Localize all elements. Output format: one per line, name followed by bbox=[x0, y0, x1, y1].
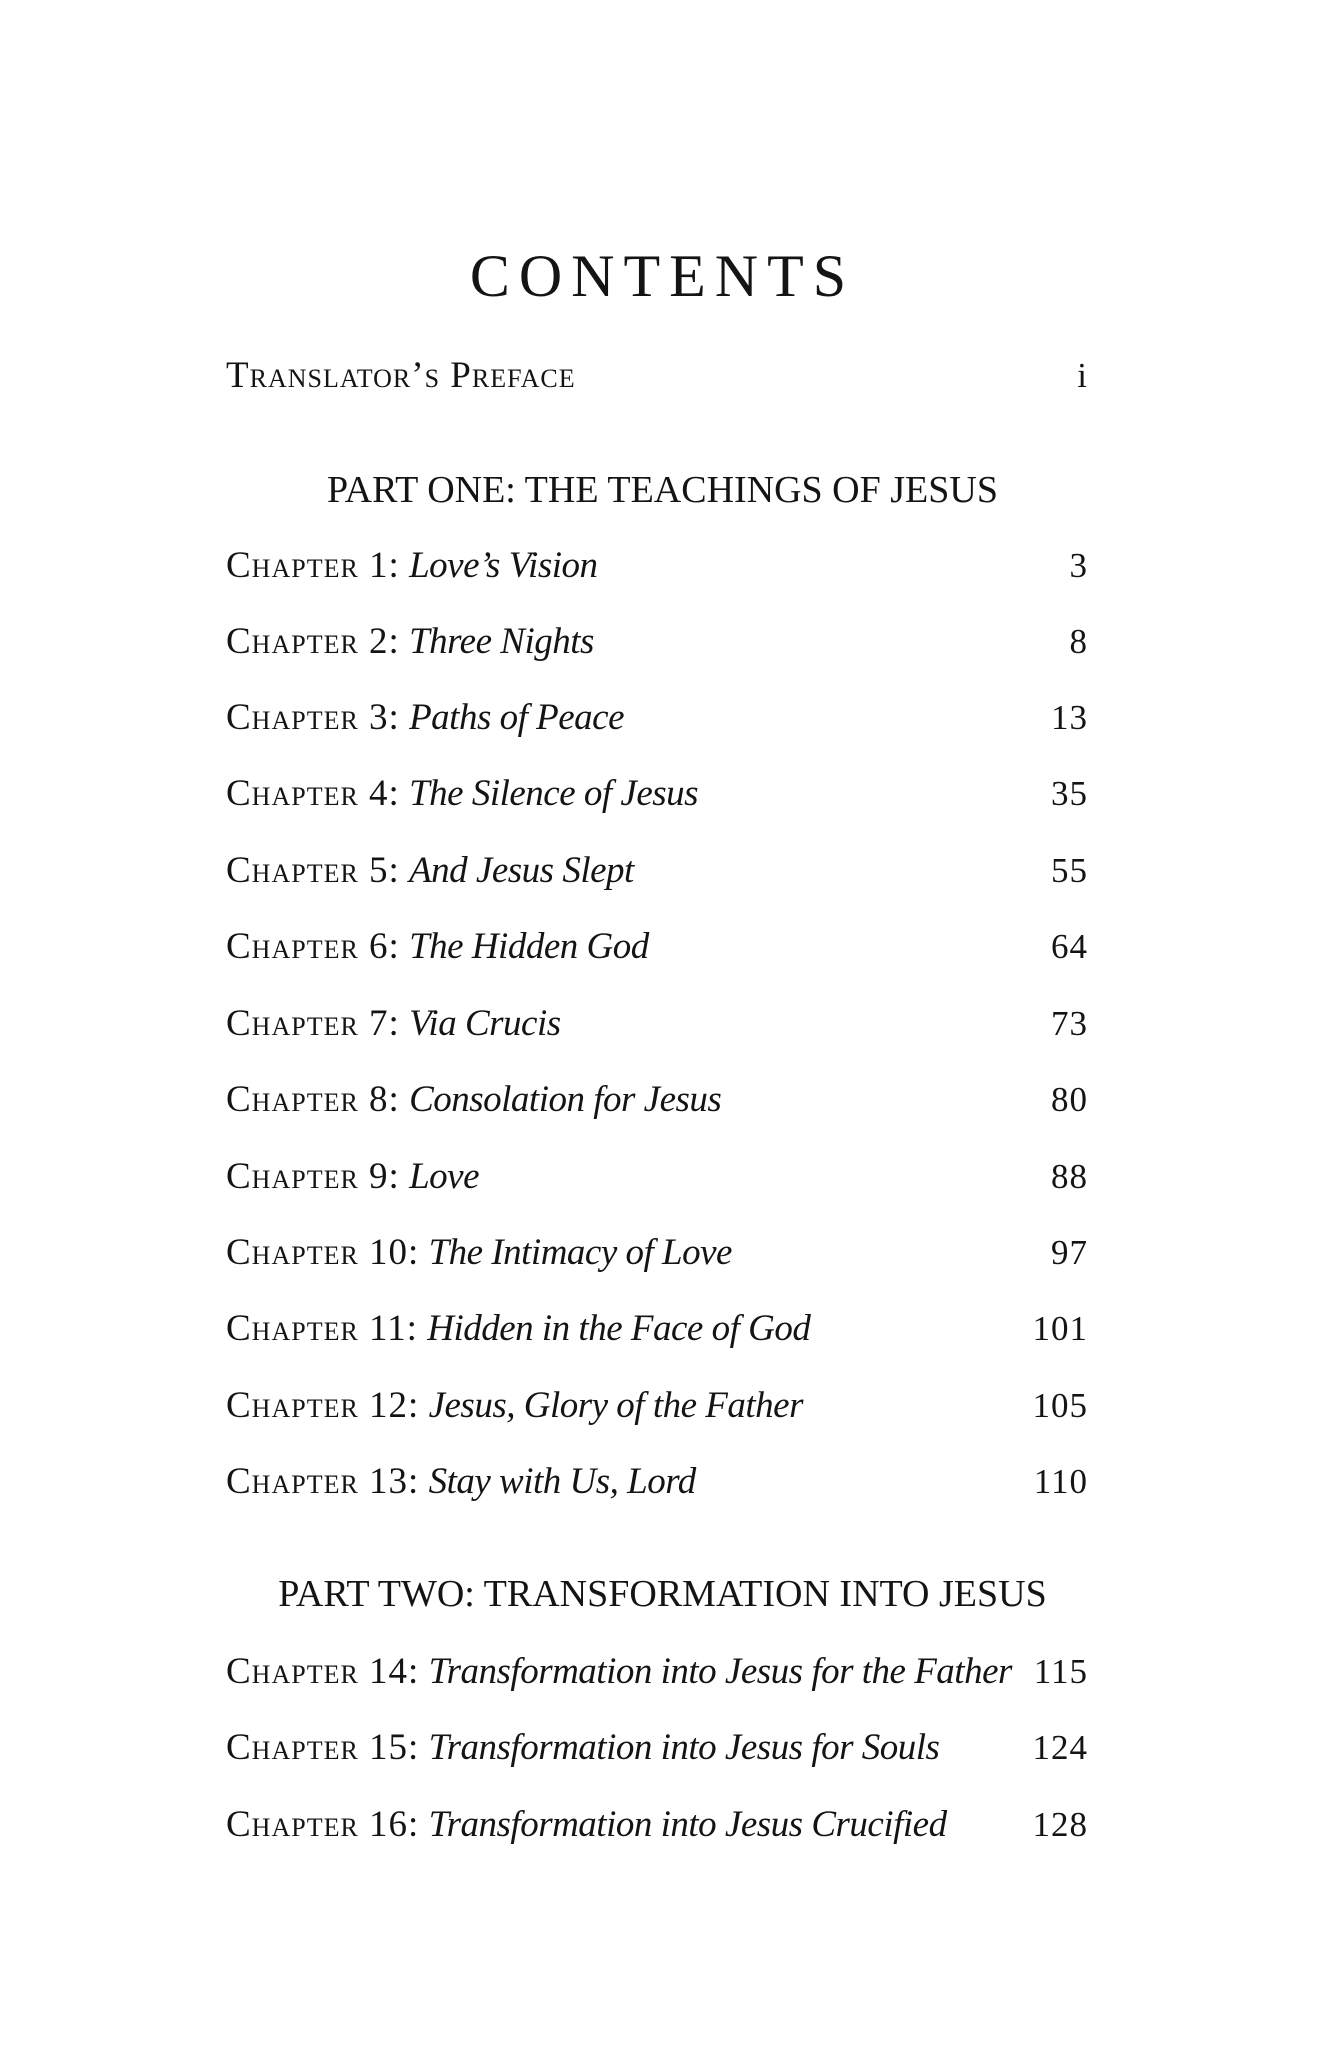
toc-entry bbox=[226, 1454, 1088, 1510]
toc-entry bbox=[226, 1720, 1088, 1776]
chapter-prefix: Chapter 11: bbox=[226, 1308, 418, 1349]
chapter-prefix: Chapter 14: bbox=[226, 1651, 420, 1692]
toc-entry bbox=[226, 614, 1088, 670]
chapter-prefix: Chapter 2: bbox=[226, 621, 400, 662]
chapter-page-number: 73 bbox=[1051, 1004, 1088, 1043]
chapter-title: Transformation into Jesus Crucified bbox=[428, 1804, 947, 1845]
chapter-title: Transformation into Jesus for Souls bbox=[428, 1727, 940, 1768]
chapter-page-number: 64 bbox=[1051, 927, 1088, 966]
toc-entry bbox=[226, 1797, 1088, 1853]
preface-label: Translator’s Preface bbox=[226, 355, 576, 396]
toc-entry bbox=[226, 766, 1088, 822]
chapter-page-number: 101 bbox=[1032, 1309, 1088, 1348]
part-two-heading: PART TWO: TRANSFORMATION INTO JESUS bbox=[278, 1573, 1047, 1615]
toc-entry bbox=[226, 1225, 1088, 1281]
toc-entry-preface bbox=[226, 348, 1088, 404]
preface-page-number: i bbox=[1077, 356, 1088, 395]
chapter-title: The Intimacy of Love bbox=[428, 1232, 732, 1273]
chapter-page-number: 115 bbox=[1033, 1652, 1088, 1691]
chapter-prefix: Chapter 8: bbox=[226, 1079, 400, 1120]
chapter-page-number: 97 bbox=[1051, 1233, 1088, 1272]
chapter-title: The Hidden God bbox=[409, 926, 649, 967]
chapter-prefix: Chapter 15: bbox=[226, 1727, 420, 1768]
toc-entry bbox=[226, 843, 1088, 899]
chapter-title: Jesus, Glory of the Father bbox=[428, 1385, 803, 1426]
toc-entry bbox=[226, 1644, 1088, 1700]
chapter-title: Three Nights bbox=[409, 621, 594, 662]
chapter-prefix: Chapter 5: bbox=[226, 850, 400, 891]
chapter-title: Stay with Us, Lord bbox=[428, 1461, 696, 1502]
chapter-title: The Silence of Jesus bbox=[409, 773, 699, 814]
chapter-prefix: Chapter 6: bbox=[226, 926, 400, 967]
chapter-title: Via Crucis bbox=[409, 1003, 561, 1044]
chapter-prefix: Chapter 9: bbox=[226, 1156, 400, 1197]
chapter-page-number: 124 bbox=[1032, 1728, 1088, 1767]
chapter-prefix: Chapter 10: bbox=[226, 1232, 420, 1273]
toc-entry bbox=[226, 1301, 1088, 1357]
chapter-title: Hidden in the Face of God bbox=[427, 1308, 811, 1349]
chapter-page-number: 8 bbox=[1069, 622, 1088, 661]
chapter-title: Transformation into Jesus for the Father bbox=[428, 1651, 1012, 1692]
chapter-title: And Jesus Slept bbox=[409, 850, 634, 891]
toc-entry bbox=[226, 690, 1088, 746]
chapter-page-number: 55 bbox=[1051, 851, 1088, 890]
chapter-title: Consolation for Jesus bbox=[409, 1079, 722, 1120]
chapter-page-number: 128 bbox=[1032, 1805, 1088, 1844]
toc-entry bbox=[226, 1072, 1088, 1128]
chapter-prefix: Chapter 16: bbox=[226, 1804, 420, 1845]
chapter-page-number: 13 bbox=[1051, 698, 1088, 737]
toc-entry bbox=[226, 1378, 1088, 1434]
chapter-title: Love bbox=[409, 1156, 480, 1197]
chapter-page-number: 88 bbox=[1051, 1157, 1088, 1196]
chapter-page-number: 3 bbox=[1069, 546, 1088, 585]
chapter-prefix: Chapter 1: bbox=[226, 545, 400, 586]
chapter-prefix: Chapter 4: bbox=[226, 773, 400, 814]
chapter-page-number: 80 bbox=[1051, 1080, 1088, 1119]
part-one-heading: PART ONE: THE TEACHINGS OF JESUS bbox=[327, 469, 998, 511]
chapter-title: Love’s Vision bbox=[409, 545, 598, 586]
chapter-page-number: 105 bbox=[1032, 1386, 1088, 1425]
chapter-page-number: 110 bbox=[1033, 1462, 1088, 1501]
chapter-prefix: Chapter 13: bbox=[226, 1461, 420, 1502]
chapter-prefix: Chapter 3: bbox=[226, 697, 400, 738]
chapter-prefix: Chapter 12: bbox=[226, 1385, 420, 1426]
page-title: CONTENTS bbox=[469, 243, 856, 309]
toc-entry bbox=[226, 919, 1088, 975]
toc-entry bbox=[226, 1149, 1088, 1205]
toc-entry bbox=[226, 538, 1088, 594]
chapter-prefix: Chapter 7: bbox=[226, 1003, 400, 1044]
toc-entry bbox=[226, 996, 1088, 1052]
chapter-title: Paths of Peace bbox=[409, 697, 625, 738]
chapter-page-number: 35 bbox=[1051, 774, 1088, 813]
